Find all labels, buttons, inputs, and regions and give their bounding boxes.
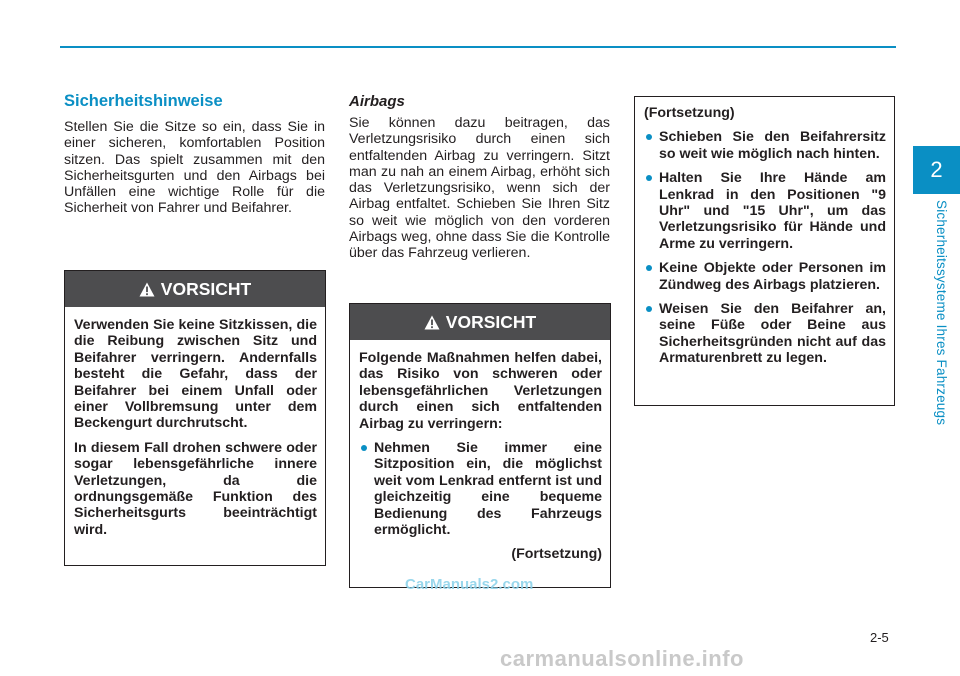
- caution-body: [65, 307, 325, 554]
- bullet-dot-icon: [646, 265, 652, 271]
- page-number: 2-5: [870, 630, 889, 645]
- bullet-dot-icon: [361, 445, 367, 451]
- caution-header: [65, 271, 325, 307]
- list-item-text: Halten Sie Ihre Hände am Lenkrad in den Positionen "9 Uhr" und "15 Uhr", um das Verletzungsrisiko für Hände und Arme zu verringern.: [659, 170, 886, 252]
- header-rule: [60, 46, 896, 48]
- list-item: [644, 129, 886, 162]
- caution-body: [350, 340, 610, 571]
- list-item: [644, 170, 886, 252]
- list-item-text: Nehmen Sie immer eine Sitzposition ein, die möglichst weit vom Lenkrad entfernt ist und gleichzeitig eine bequeme Bedienung des Fahrzeugs ermöglicht.: [374, 440, 602, 539]
- intro-paragraph: Stellen Sie die Sitze so ein, dass Sie in einer sicheren, komfortablen Position sitzen. Das spielt zusammen mit den Sicherheitsgurten und den Airbags bei Unfällen eine wichtige Rolle für die Sicherheit von Fahrer und Beifahrer.: [64, 119, 325, 217]
- caution-paragraph: Verwenden Sie keine Sitzkissen, die die Reibung zwischen Sitz und Beifahrer verringern. Andernfalls besteht die Gefahr, dass der Beifahrer bei einem Unfall oder einer Vollbremsung unter dem Beckengurt durchrutscht.: [74, 317, 317, 432]
- continued-label: (Fortsetzung): [511, 546, 602, 563]
- caution-bullet-list: [359, 440, 602, 538]
- airbag-paragraph: Sie können dazu beitragen, das Verletzungsrisiko durch einen sich entfaltenden Airbag zu verringern. Sitzt man zu nah an einem Airbag, erhöht sich das Verletzungsrisiko, wenn sich der Airbag entfaltet. Schieben Sie Ihren Sitz so weit wie möglich von den vorderen Airbags weg, ohne dass Sie die Kontrolle über das Fahrzeug verlieren.: [349, 115, 610, 262]
- caution-intro: Folgende Maßnahmen helfen dabei, das Risiko von schweren oder lebensgefährlichen Verletzungen durch einen sich entfaltenden Airbag zu verringern:: [359, 350, 602, 432]
- caution-bullet-list: [644, 129, 886, 366]
- continued-label: (Fortsetzung): [644, 105, 735, 121]
- section-heading-airbags: Airbags: [349, 93, 405, 110]
- chapter-number: 2: [930, 157, 943, 182]
- caution-body: [635, 97, 894, 383]
- watermark-carmanuals2[interactable]: CarManuals2.com: [405, 576, 534, 593]
- bullet-dot-icon: [646, 134, 652, 140]
- warning-triangle-icon: [424, 315, 440, 330]
- bullet-dot-icon: [646, 175, 652, 181]
- caution-header: [350, 304, 610, 340]
- section-heading-safety: Sicherheitshinweise: [64, 92, 223, 110]
- list-item-text: Weisen Sie den Beifahrer an, seine Füße oder Beine aus Sicherheitsgründen nicht auf das Armaturenbrett zu legen.: [659, 301, 886, 367]
- list-item: [644, 301, 886, 367]
- chapter-number-tab[interactable]: [913, 146, 960, 194]
- list-item-text: Keine Objekte oder Personen im Zündweg des Airbags platzieren.: [659, 260, 886, 293]
- list-item-text: Schieben Sie den Beifahrersitz so weit wie möglich nach hinten.: [659, 129, 886, 162]
- caution-paragraph: In diesem Fall drohen schwere oder sogar lebensgefährliche innere Verletzungen, da die ordnungsgemäße Funktion des Sicherheitsgurts beeinträchtigt wird.: [74, 439, 317, 538]
- bullet-dot-icon: [646, 306, 652, 312]
- caution-box-continued: [634, 96, 895, 406]
- caution-box-seat-cushions: [64, 270, 326, 566]
- warning-triangle-icon: [139, 282, 155, 297]
- chapter-title-vertical: Sicherheitssysteme Ihres Fahrzeugs: [934, 200, 949, 426]
- caution-title: VORSICHT: [445, 311, 537, 332]
- list-item: [359, 440, 602, 538]
- list-item: [644, 260, 886, 293]
- watermark-carmanualsonline[interactable]: carmanualsonline.info: [500, 646, 744, 671]
- caution-box-airbag-measures: [349, 303, 611, 588]
- caution-title: VORSICHT: [160, 278, 252, 299]
